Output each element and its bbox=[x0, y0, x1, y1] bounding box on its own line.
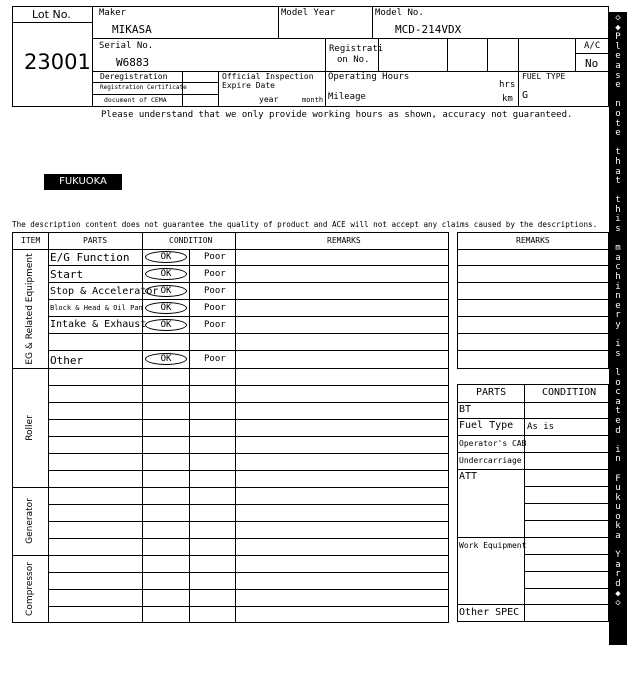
side-banner-char: r bbox=[615, 569, 621, 580]
registration-label-2: on No. bbox=[337, 55, 370, 65]
ok-marker: OK bbox=[145, 285, 187, 297]
ac-label: A/C bbox=[584, 41, 601, 51]
side-banner-char: t bbox=[615, 195, 621, 206]
eg-part: E/G Function bbox=[50, 251, 130, 264]
side-banner-char: a bbox=[615, 396, 621, 407]
side-banner-char: o bbox=[615, 511, 621, 522]
side-banner-char: u bbox=[615, 502, 621, 513]
side-banner-char: i bbox=[615, 281, 621, 292]
side-banner-char: k bbox=[615, 521, 621, 532]
model-no-value: MCD-214VDX bbox=[395, 23, 462, 36]
poor-option: Poor bbox=[204, 320, 226, 330]
side-banner-char: c bbox=[615, 262, 621, 273]
operating-hours-label: Operating Hours bbox=[328, 72, 410, 82]
right-part-work-equipment: Work Equipment bbox=[459, 541, 527, 550]
right-part-bt: BT bbox=[459, 404, 472, 415]
side-banner-char: t bbox=[615, 147, 621, 158]
cema-doc-label: document of CEMA bbox=[104, 96, 167, 104]
serial-value: W6883 bbox=[116, 56, 150, 69]
side-banner-char: n bbox=[615, 291, 621, 302]
right-part-operator-cab: Operator's CAB bbox=[459, 439, 527, 448]
side-banner-char: a bbox=[615, 60, 621, 71]
side-banner-char: d bbox=[615, 425, 621, 436]
side-banner-char: o bbox=[615, 108, 621, 119]
lot-number: 23001 bbox=[24, 50, 91, 74]
side-banner-char: l bbox=[615, 367, 621, 378]
side-banner-char: F bbox=[615, 473, 621, 484]
poor-option: Poor bbox=[204, 354, 226, 364]
side-banner-char: a bbox=[615, 559, 621, 570]
eg-part: Block & Head & Oil Pan bbox=[50, 304, 143, 312]
side-banner-text bbox=[609, 12, 627, 609]
location-tag: FUKUOKA bbox=[44, 174, 122, 190]
right-remarks-table bbox=[457, 232, 609, 369]
side-banner-char: e bbox=[615, 51, 621, 62]
ok-marker: OK bbox=[145, 251, 187, 263]
side-banner-char: n bbox=[615, 99, 621, 110]
side-banner-char: y bbox=[615, 320, 621, 330]
right-remarks-header: REMARKS bbox=[516, 236, 550, 245]
side-banner-char: t bbox=[615, 406, 621, 417]
disclaimer: The description content does not guarantee the quality of product and ACE will not accept any claims caused by the descriptions. bbox=[12, 220, 598, 229]
eg-group-label: EG & Related Equipment bbox=[25, 253, 35, 365]
side-banner-char: d bbox=[615, 579, 621, 590]
lot-label: Lot No. bbox=[32, 8, 71, 21]
fuel-type-value: G bbox=[522, 90, 529, 101]
col-remarks-header: REMARKS bbox=[327, 236, 361, 245]
col-condition-header: CONDITION bbox=[169, 236, 213, 245]
side-banner-char: s bbox=[615, 348, 621, 359]
side-banner-char: ◇ bbox=[615, 13, 621, 23]
eg-part: Start bbox=[50, 268, 84, 281]
compressor-label: Compressor bbox=[25, 562, 35, 616]
registration-label-1: Registrati bbox=[329, 44, 384, 54]
side-banner-char: a bbox=[615, 252, 621, 263]
poor-option: Poor bbox=[204, 252, 226, 262]
right-condition-fuel-type: As is bbox=[527, 422, 555, 432]
registration-cert-label: Registration Certificate bbox=[100, 84, 187, 91]
side-banner-char: e bbox=[615, 80, 621, 91]
side-banner-char: s bbox=[615, 70, 621, 81]
eg-part: Intake & Exhaust bbox=[50, 319, 147, 330]
ok-marker: OK bbox=[145, 319, 187, 331]
side-banner-char: e bbox=[615, 300, 621, 311]
side-banner-char: m bbox=[615, 243, 621, 254]
right-part-undercarriage: Undercarriage bbox=[459, 456, 522, 465]
fuel-type-label: FUEL TYPE bbox=[522, 72, 566, 81]
col-item-header: ITEM bbox=[21, 236, 41, 245]
side-banner-char: k bbox=[615, 492, 621, 503]
year-label: year bbox=[259, 95, 279, 104]
side-banner-char: h bbox=[615, 272, 621, 283]
deregistration-label: Deregistration bbox=[100, 72, 168, 81]
serial-label: Serial No. bbox=[99, 41, 154, 51]
eg-part: Other bbox=[50, 354, 84, 367]
side-banner-char: P bbox=[615, 32, 621, 43]
ok-marker: OK bbox=[145, 268, 187, 280]
side-banner-char: h bbox=[615, 156, 621, 167]
poor-option: Poor bbox=[204, 269, 226, 279]
model-year-label: Model Year bbox=[281, 8, 336, 18]
hrs-unit: hrs bbox=[499, 80, 516, 90]
side-banner-char: e bbox=[615, 128, 621, 139]
side-banner-char: ◇ bbox=[615, 598, 621, 609]
mileage-label: Mileage bbox=[328, 92, 366, 102]
side-banner-char: c bbox=[615, 387, 621, 398]
ok-marker: OK bbox=[145, 302, 187, 314]
roller-label: Roller bbox=[25, 415, 35, 441]
right-col-condition-header: CONDITION bbox=[542, 387, 597, 398]
hours-notice: Please understand that we only provide working hours as shown, accuracy not guaranteed. bbox=[101, 110, 573, 120]
side-banner-char: ◆ bbox=[615, 22, 621, 33]
maker-value: MIKASA bbox=[112, 23, 152, 36]
side-banner-char: s bbox=[615, 224, 621, 235]
inspection-label-2: Expire Date bbox=[222, 81, 275, 90]
km-unit: km bbox=[502, 94, 513, 104]
side-banner-char: a bbox=[615, 531, 621, 542]
ac-value: No bbox=[585, 57, 599, 70]
side-banner-char: u bbox=[615, 483, 621, 494]
right-col-parts-header: PARTS bbox=[476, 387, 507, 398]
month-label: month bbox=[302, 96, 324, 104]
maker-label: Maker bbox=[99, 8, 127, 18]
side-banner-char: i bbox=[615, 214, 621, 225]
side-banner bbox=[609, 12, 627, 645]
side-banner-char: l bbox=[615, 41, 621, 52]
poor-option: Poor bbox=[204, 303, 226, 313]
side-banner-char: n bbox=[615, 454, 621, 465]
side-banner-char: a bbox=[615, 166, 621, 177]
inspection-label-1: Official Inspection bbox=[222, 72, 314, 81]
right-part-att: ATT bbox=[459, 471, 478, 482]
col-parts-header: PARTS bbox=[83, 236, 108, 245]
side-banner-char: r bbox=[615, 310, 621, 321]
side-banner-char: t bbox=[615, 176, 621, 187]
ok-marker: OK bbox=[145, 353, 187, 365]
side-banner-char: Y bbox=[615, 550, 621, 561]
eg-part: Stop & Accelerator bbox=[50, 286, 159, 297]
poor-option: Poor bbox=[204, 286, 226, 296]
side-banner-char: i bbox=[615, 339, 621, 350]
generator-label: Generator bbox=[25, 498, 35, 544]
side-banner-char: e bbox=[615, 415, 621, 426]
side-banner-char: ◆ bbox=[615, 588, 621, 599]
side-banner-char: i bbox=[615, 444, 621, 455]
right-part-other-spec: Other SPEC bbox=[459, 607, 520, 618]
model-no-label: Model No. bbox=[375, 8, 424, 18]
side-banner-char: o bbox=[615, 377, 621, 388]
header-block bbox=[12, 6, 609, 107]
right-part-fuel-type: Fuel Type bbox=[459, 420, 514, 431]
side-banner-char: h bbox=[615, 204, 621, 215]
side-banner-char: t bbox=[615, 118, 621, 129]
